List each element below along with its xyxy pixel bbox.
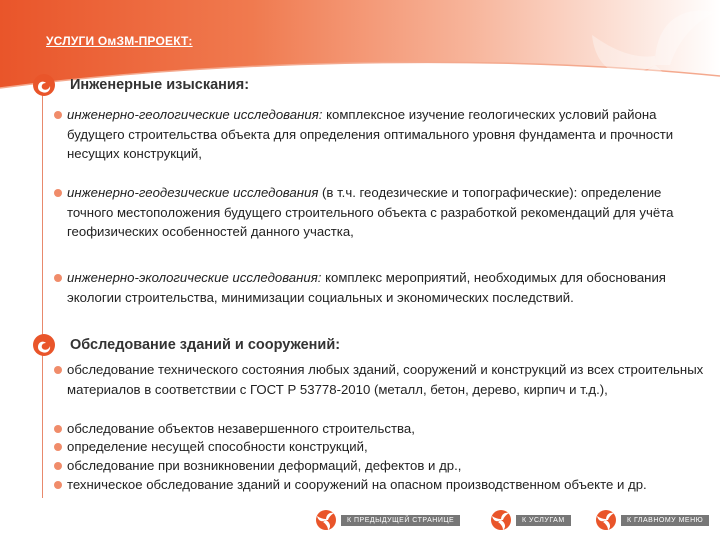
services-label: К УСЛУГАМ	[516, 515, 571, 526]
bullet-icon	[54, 189, 62, 197]
item-text: обследование объектов незавершенного строительства,	[67, 421, 415, 436]
bullet-icon	[54, 111, 62, 119]
section-title-surveys: Инженерные изыскания:	[70, 77, 250, 93]
logo-swirl-icon	[315, 509, 337, 531]
bullet-icon	[54, 462, 62, 470]
section-swirl-icon	[33, 74, 55, 96]
bullet-icon	[54, 366, 62, 374]
item-text: обследование технического состояния любых зданий, сооружений и конструкций из всех строительных материалов в соответствии с ГОСТ Р 53778-2010 (металл, бетон, дерево, кирпич и т.д.),	[67, 362, 704, 397]
item-lead: инженерно-геологические исследования:	[67, 107, 323, 122]
bullet-icon	[54, 274, 62, 282]
footer-nav	[305, 500, 720, 540]
list-item	[67, 183, 707, 242]
bullet-icon	[54, 481, 62, 489]
main-menu-label: К ГЛАВНОМУ МЕНЮ	[621, 515, 709, 526]
item-lead: инженерно-экологические исследования:	[67, 270, 322, 285]
bullet-icon	[54, 425, 62, 433]
item-text: определение несущей способности конструкций,	[67, 439, 368, 454]
list-item	[67, 360, 707, 399]
section-swirl-icon	[33, 334, 55, 356]
timeline-line	[42, 78, 43, 498]
item-text: (в т.ч. геодезические и топографические): определение точного местоположения будущего строительного объекта с разработкой рекомендаций для учёта геофизических особенностей данного участка,	[67, 185, 674, 239]
prev-page-button[interactable]	[315, 508, 460, 532]
item-text: комплекс мероприятий, необходимых для обоснования экологии строительства, минимизации социальных и экономических последствий.	[67, 270, 666, 305]
logo-swirl-icon	[595, 509, 617, 531]
section-title-inspection: Обследование зданий и сооружений:	[70, 337, 341, 353]
item-lead: инженерно-геодезические исследования	[67, 185, 319, 200]
services-button[interactable]	[490, 508, 571, 532]
list-item	[67, 456, 707, 476]
prev-page-label: К ПРЕДЫДУЩЕЙ СТРАНИЦЕ	[341, 515, 460, 526]
list-item	[67, 105, 707, 164]
item-text: обследование при возникновении деформаций, дефектов и др.,	[67, 458, 462, 473]
bullet-icon	[54, 443, 62, 451]
item-text: техническое обследование зданий и сооружений на опасном производственном объекте и др.	[67, 477, 647, 492]
main-menu-button[interactable]	[595, 508, 709, 532]
list-item	[67, 475, 707, 495]
list-item	[67, 268, 707, 307]
page-title: УСЛУГИ ОмЗМ-ПРОЕКТ:	[46, 34, 193, 48]
item-text: комплексное изучение геологических условий района будущего строительства объекта для определения оптимального уровня фундамента и прочности несущих конструкций,	[67, 107, 674, 161]
list-item	[67, 437, 707, 457]
logo-swirl-icon	[490, 509, 512, 531]
list-item	[67, 419, 707, 439]
